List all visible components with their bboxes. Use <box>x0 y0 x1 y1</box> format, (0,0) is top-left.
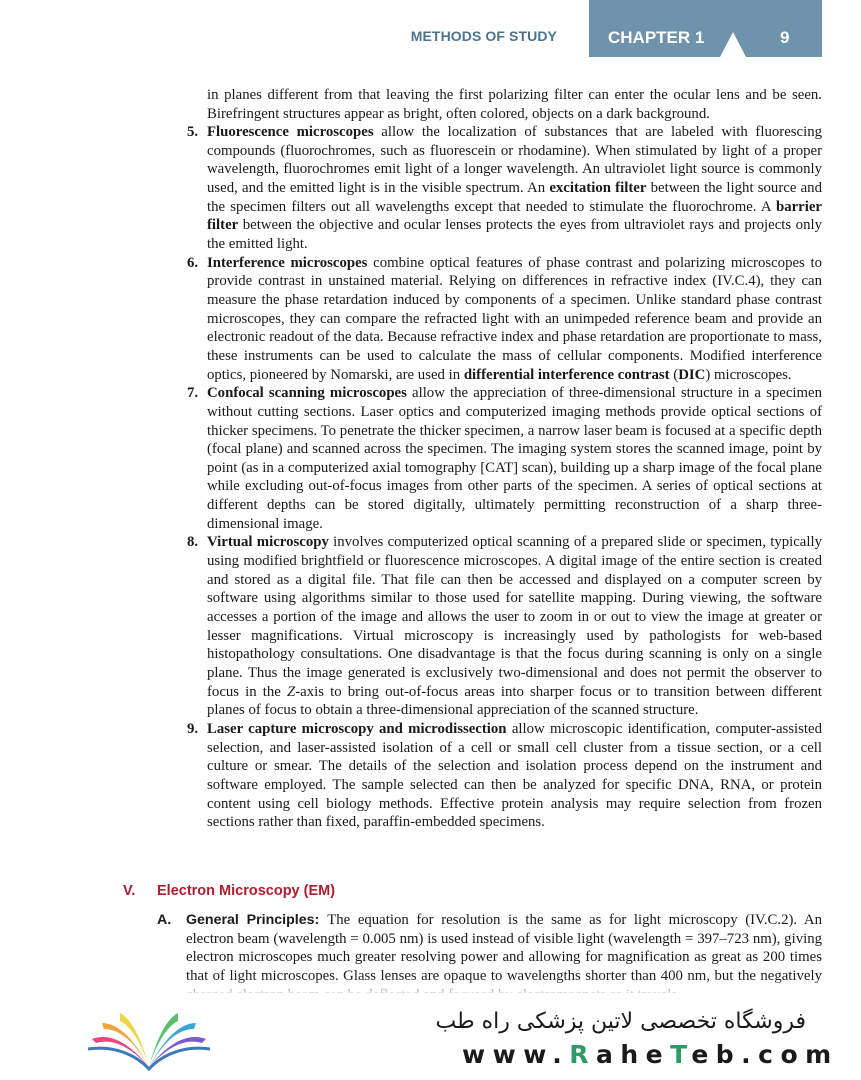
website-url[interactable] <box>462 1040 839 1069</box>
chapter-label: CHAPTER 1 <box>608 28 705 47</box>
list-item <box>187 384 822 533</box>
section-title: Electron Microscopy (EM) <box>157 883 336 899</box>
item-term: Fluorescence microscopes <box>207 124 374 140</box>
item-text: allow microscopic identification, computer-assisted selection, and laser-assisted isolation of a cell or small cell cluster from a tissue section, or a cell culture or smear. The details of the selection and isolation process depend on the instrument and software employed. The sample selected can then be analyzed for specific DNA, RNA, or protein content using cell biology methods. Effective protein analysis may require selection from frozen sections rather than fixed, paraffin-embedded specimens. <box>207 721 822 831</box>
item-term: excitation filter <box>549 179 647 196</box>
item-text: involves computerized optical scanning of a prepared slide or specimen, typically using modified brightfield or fluorescence microscopes. A digital image of the entire section is created and stored as a digital file. That file can then be accessed and displayed on a computer screen by software using algorithms similar to those used for satellite mapping. During viewing, the software accesses a portion of the image and allows the user to zoom in or out to view the image at greater or lesser magnifications. Virtual microscopy is increasingly used by pathologists for web-based histopathology consultations. One disadvantage is that the focus during scanning is only on a single plane. Thus the image generated is exclusively two-dimensional and does not permit the observer to focus in the <box>207 534 822 700</box>
section-number: V. <box>123 883 136 899</box>
intro-paragraph: in planes different from that leaving the first polarizing filter can enter the ocular lens and be seen. Birefringent structures appear as bright, often colored, objects on a dark background. <box>207 87 822 122</box>
subsection-a <box>157 911 822 1004</box>
url-part: www. <box>462 1040 570 1069</box>
item-number: 5. <box>187 124 199 140</box>
list-item <box>187 533 822 720</box>
item-text: allow the appreciation of three-dimensional structure in a specimen without cutting sections. Laser optics and computerized imaging methods provide optical sections of thicker specimens. To penetrate the thicker specimen, a narrow laser beam is focused at a specific depth (focal plane) and scanned across the specimen. The imaging system stores the scanned image, point by point (as in a computerized axial tomography [CAT] scan), building up a sharp image of the focal plane while excluding out-of-focus images from other parts of the specimen. A series of optical sections at different depths can be stored digitally, ultimately permitting reconstruction of a sharp three-dimensional image. <box>207 385 822 532</box>
url-part: ahe <box>595 1040 671 1069</box>
subsection-title: General Principles: <box>186 912 320 928</box>
list-item <box>187 720 822 832</box>
item-text: ( <box>669 366 679 383</box>
running-section-title: METHODS OF STUDY <box>410 28 557 44</box>
section-heading <box>123 883 335 899</box>
item-text: between the objective and ocular lenses protects the eyes from ultraviolet rays and projects only the emitted light. <box>207 217 822 252</box>
item-text: allow the localization of substances that are labeled with fluorescing compounds (fluorochromes, such as fluorescein or rhodamine). When stimulated by light of a proper wavelength, fluorochromes emit light of a longer wavelength. An ultraviolet light source is commonly used, and the emitted light is in the visible spectrum. An <box>207 124 822 196</box>
list-item <box>187 254 822 385</box>
item-term: differential interference contrast <box>463 366 670 383</box>
tab-notch-icon <box>720 32 746 57</box>
url-accent: R <box>569 1040 596 1069</box>
item-italic: Z <box>287 683 296 700</box>
page-number: 9 <box>780 28 790 47</box>
url-part: eb.com <box>691 1040 839 1069</box>
item-number: 9. <box>187 721 199 737</box>
item-number: 6. <box>187 254 199 271</box>
footer-banner <box>0 993 861 1080</box>
microscope-list <box>187 123 822 832</box>
item-text: -axis to bring out-of-focus areas into sharper focus or to transition between different planes of focus to obtain a three-dimensional appreciation of the scanned structure. <box>207 683 822 719</box>
item-text: ) microscopes. <box>705 366 792 383</box>
subsection-label: A. <box>157 912 172 928</box>
item-number: 8. <box>187 534 199 551</box>
store-name: فروشگاه تخصصی لاتین پزشکی راه طب <box>435 1009 806 1034</box>
item-number: 7. <box>187 385 199 402</box>
list-item <box>187 123 822 254</box>
item-term: Virtual microscopy <box>207 534 329 551</box>
item-term: Laser capture microscopy and microdissection <box>207 721 507 737</box>
item-term: barrier filter <box>207 198 822 234</box>
subsection-text: The equation for resolution is the same as for light microscopy (IV.C.2). An electron beam (wavelength = 0.005 nm) is used instead of visible light (wavelength = 397–723 nm), giving electron microscopes much greater resolving power and allowing for magnification as great as 200 times that of light microscopes. Glass lenses are opaque to wavelengths shorter than 400 nm, but the negatively <box>186 912 822 984</box>
item-term: Interference microscopes <box>207 254 368 271</box>
url-accent: T <box>670 1040 692 1069</box>
open-book-logo-icon <box>84 1009 214 1071</box>
item-term: DIC <box>678 366 706 383</box>
item-term: Confocal scanning microscopes <box>207 385 407 402</box>
item-text: combine optical features of phase contrast and polarizing microscopes to provide contrast in unstained material. Relying on differences in refractive index (IV.C.4), they can measure the phase retardation induced by components of a specimen. Unlike standard phase contrast microscopes, they can compare the refracted light with an unimpeded reference beam and provide an electronic readout of the data. Because refractive index and phase retardation are proportionate to mass, these instruments can be used to calculate the mass of cellular components. Modified interference optics, pioneered by Nomarski, are used in <box>207 254 822 383</box>
item-text: between the light source and the specimen filters out all wavelengths except that needed to stimulate the fluorochrome. A <box>207 179 822 215</box>
